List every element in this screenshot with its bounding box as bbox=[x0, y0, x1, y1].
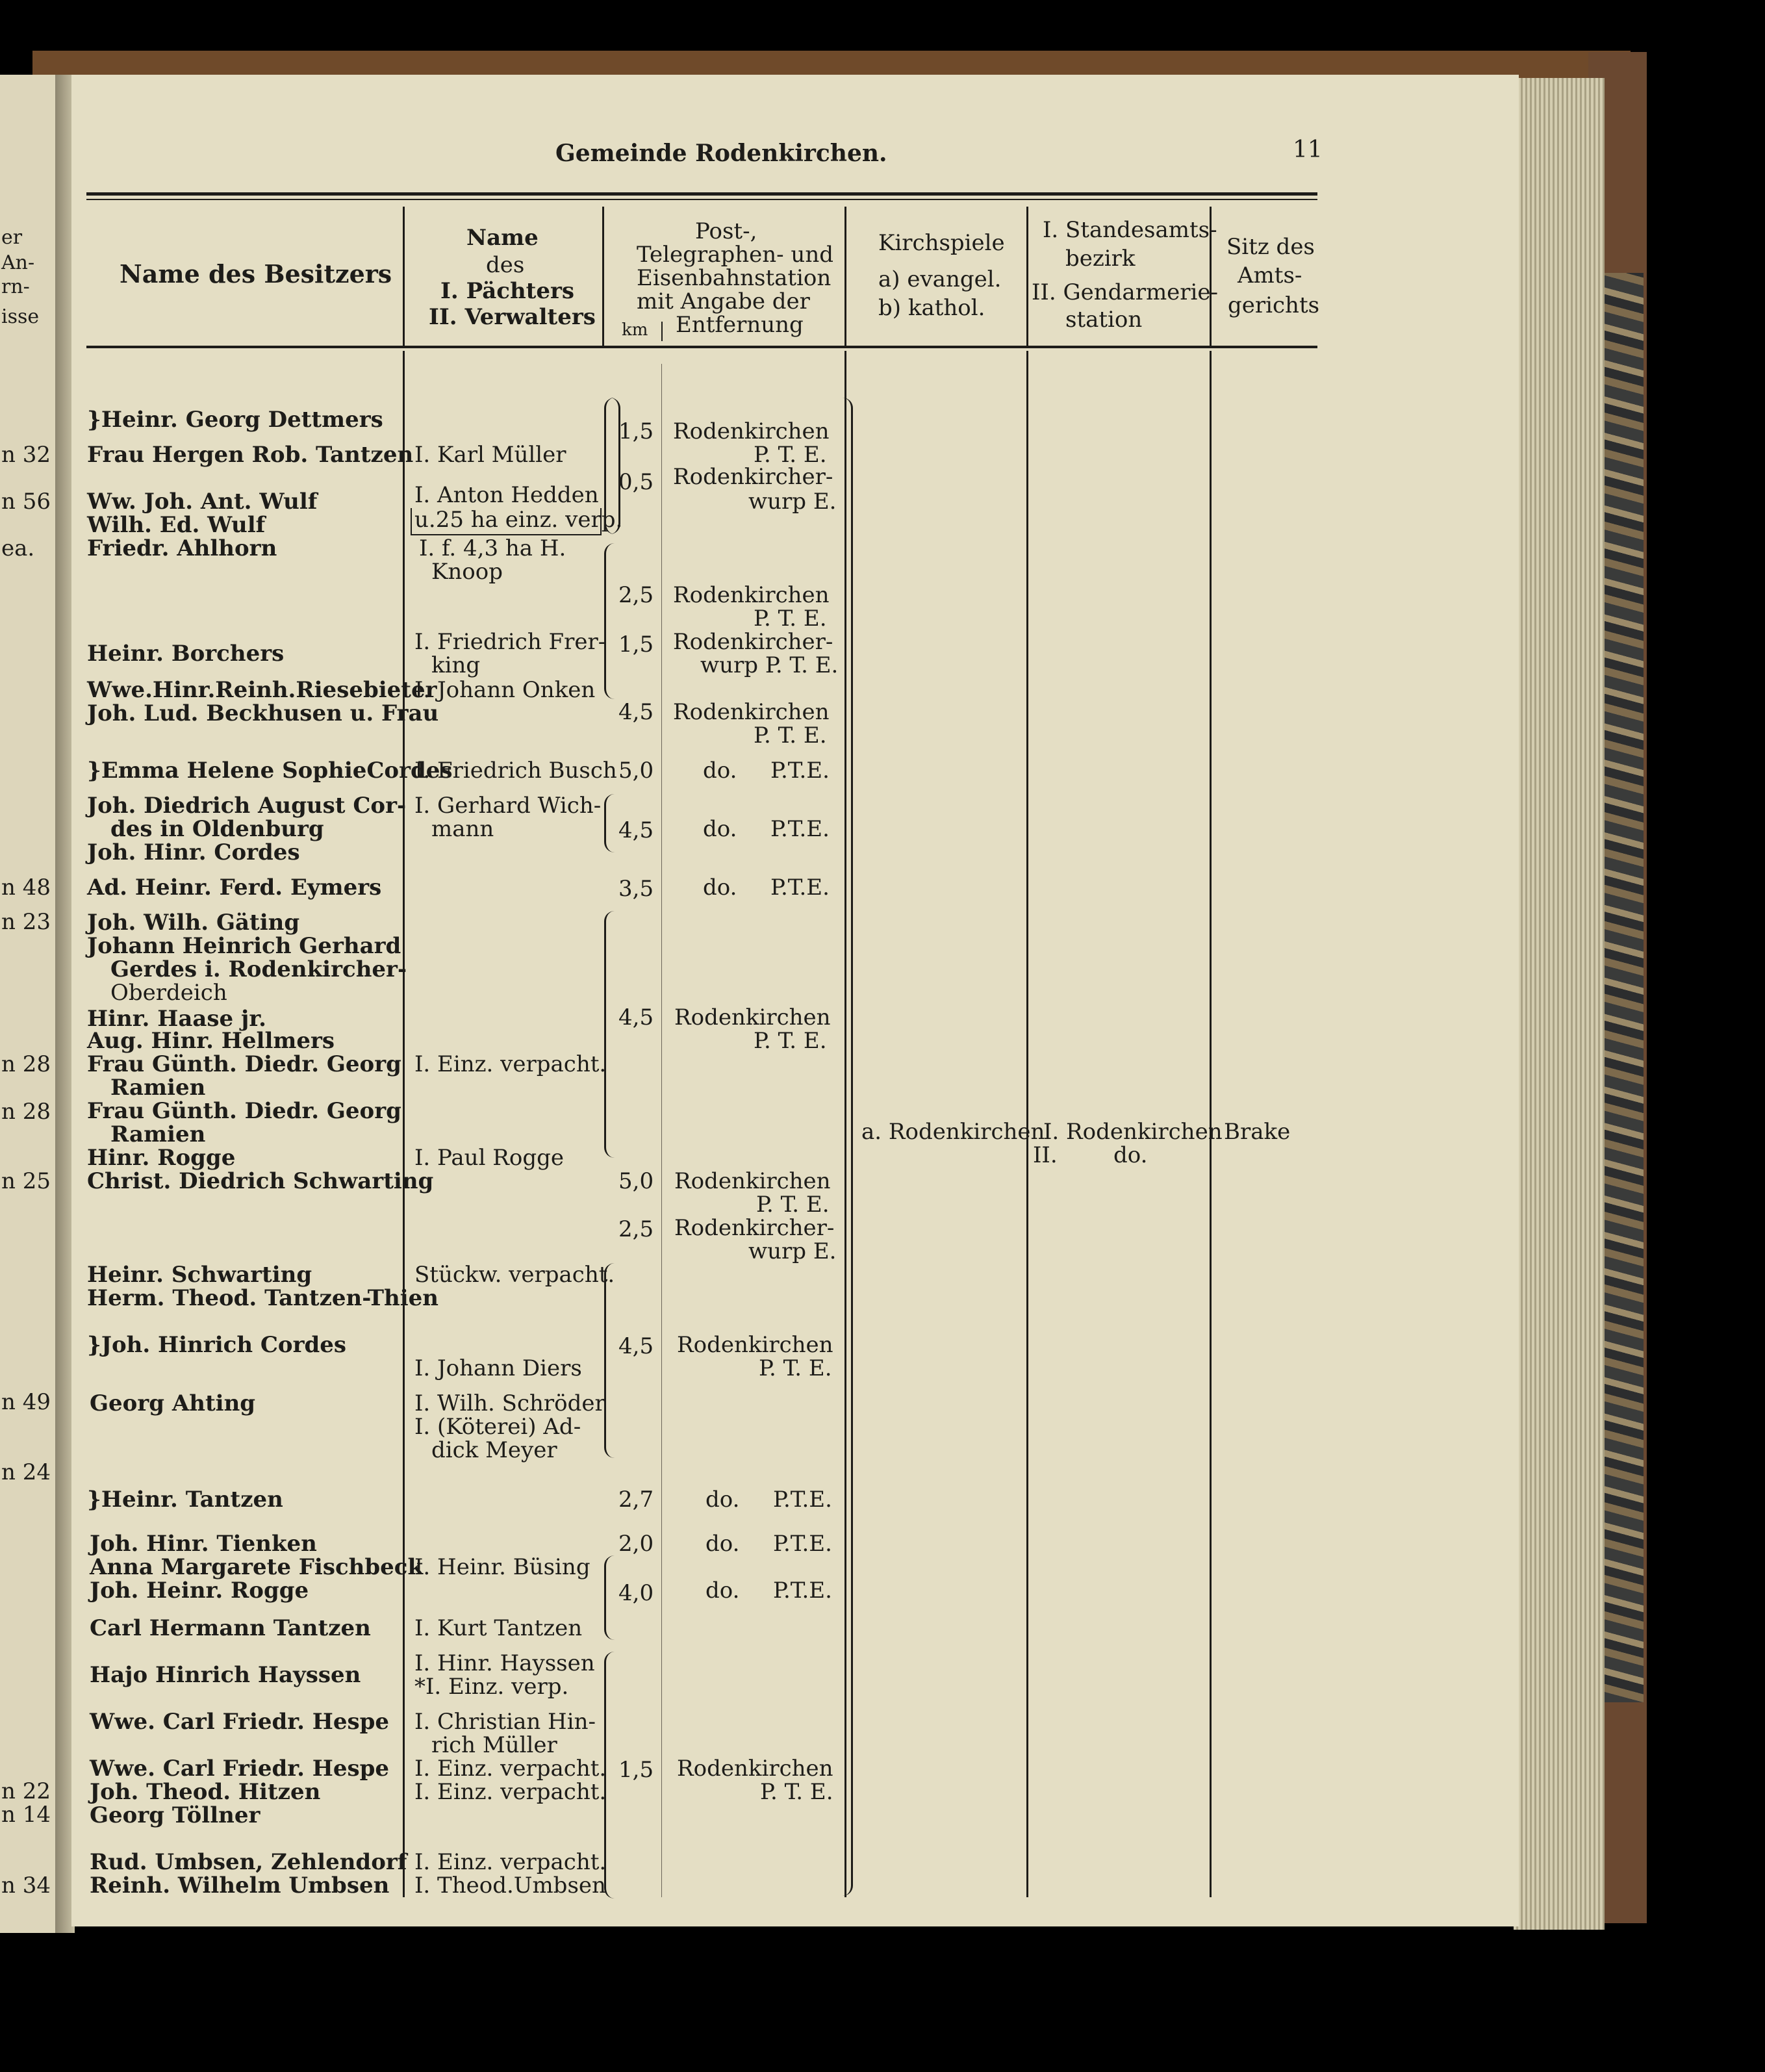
table-row: Ad. Heinr. Ferd. Eymers bbox=[87, 875, 382, 901]
table-row: Oberdeich bbox=[110, 980, 227, 1006]
registry-value: I. Rodenkirchen bbox=[1043, 1119, 1223, 1145]
page-title: Gemeinde Rodenkirchen. bbox=[555, 140, 887, 167]
table-row: Joh. Heinr. Rogge bbox=[90, 1578, 309, 1604]
table-row: Wwe. Carl Friedr. Hespe bbox=[90, 1709, 390, 1735]
km-rule bbox=[661, 364, 662, 1897]
table-row: Aug. Hinr. Hellmers bbox=[87, 1028, 335, 1054]
table-row: Hinr. Rogge bbox=[87, 1145, 236, 1171]
table-row: Carl Hermann Tantzen bbox=[90, 1615, 371, 1641]
col-header-owner: Name des Besitzers bbox=[120, 259, 392, 288]
table-row: Joh. Diedrich August Cor- bbox=[87, 793, 407, 819]
table-row: Ww. Joh. Ant. Wulf bbox=[87, 489, 318, 515]
table-row: Friedr. Ahlhorn bbox=[87, 535, 277, 561]
brace bbox=[604, 1555, 615, 1640]
table-row: Anna Margarete Fischbeck bbox=[90, 1554, 424, 1580]
table-row: Heinr. Schwarting bbox=[87, 1262, 312, 1288]
top-rule bbox=[86, 192, 1317, 196]
table-row: Ramien bbox=[110, 1121, 206, 1147]
table-row: Gerdes i. Rodenkircher- bbox=[110, 956, 407, 982]
table-row: Wilh. Ed. Wulf bbox=[87, 512, 266, 538]
page-number: 11 bbox=[1293, 136, 1323, 163]
table-row: }Heinr. Georg Dettmers bbox=[87, 407, 383, 433]
table-row: des in Oldenburg bbox=[110, 816, 324, 842]
brace bbox=[604, 794, 615, 852]
table-row: Wwe.Hinr.Reinh.Riesebieter bbox=[87, 677, 437, 703]
table-row: Hinr. Haase jr. bbox=[87, 1006, 266, 1032]
table-row: Georg Ahting bbox=[90, 1390, 256, 1416]
court-value: Brake bbox=[1224, 1119, 1291, 1145]
marbled-cover bbox=[1598, 273, 1644, 1702]
table-row: Frau Hergen Rob. Tantzen bbox=[87, 442, 414, 468]
table-row: Georg Töllner bbox=[90, 1802, 260, 1828]
brace bbox=[604, 1652, 615, 1899]
table-row: Joh. Hinr. Tienken bbox=[90, 1531, 317, 1557]
table-row: Ramien bbox=[110, 1075, 206, 1101]
registry-value-3: do. bbox=[1113, 1142, 1148, 1168]
table-row: Hajo Hinrich Hayssen bbox=[90, 1662, 361, 1688]
table-row: Wwe. Carl Friedr. Hespe bbox=[90, 1756, 390, 1782]
table-row: }Joh. Hinrich Cordes bbox=[87, 1332, 347, 1358]
table-row: Reinh. Wilhelm Umbsen bbox=[90, 1873, 390, 1899]
table-row: Johann Heinrich Gerhard bbox=[87, 933, 401, 959]
table-row: Frau Günth. Diedr. Georg bbox=[87, 1098, 401, 1124]
table-row: Rud. Umbsen, Zehlendorf bbox=[90, 1849, 407, 1875]
page-edges bbox=[1514, 78, 1605, 1930]
header-rule bbox=[86, 346, 1317, 348]
table-row: Herm. Theod. Tantzen-Thien bbox=[87, 1285, 439, 1311]
table-row: Joh. Theod. Hitzen bbox=[90, 1779, 321, 1805]
column-rule-owner bbox=[403, 351, 405, 1897]
table-row: }Heinr. Tantzen bbox=[87, 1487, 283, 1513]
book-page bbox=[71, 75, 1519, 1926]
table-row: Joh. Wilh. Gäting bbox=[87, 910, 300, 936]
top-rule-thin bbox=[86, 199, 1317, 200]
table-row: }Emma Helene SophieCordes bbox=[87, 758, 453, 784]
parish-value: a. Rodenkirchen bbox=[861, 1119, 1045, 1145]
table-row: Joh. Lud. Beckhusen u. Frau bbox=[87, 700, 439, 726]
box bbox=[411, 508, 602, 535]
registry-value-2: II. bbox=[1033, 1142, 1058, 1168]
brace-parish bbox=[842, 398, 853, 1896]
brace bbox=[604, 911, 615, 1158]
table-row: Joh. Hinr. Cordes bbox=[87, 839, 300, 865]
table-row: Heinr. Borchers bbox=[87, 641, 285, 667]
brace bbox=[604, 1263, 615, 1458]
table-row: Christ. Diedrich Schwarting bbox=[87, 1168, 434, 1194]
brace bbox=[609, 398, 620, 534]
brace bbox=[604, 543, 615, 699]
table-row: Frau Günth. Diedr. Georg bbox=[87, 1051, 401, 1077]
previous-page-edge bbox=[0, 75, 60, 1933]
